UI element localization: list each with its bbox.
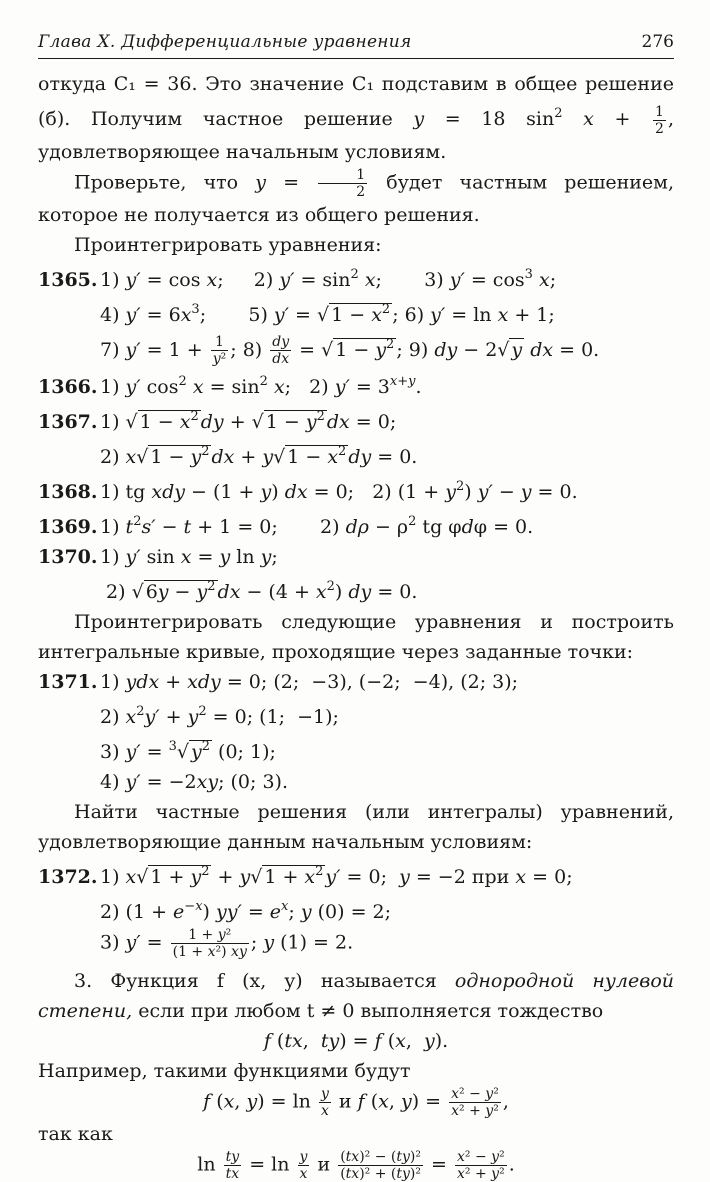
problem-1371: 1371. 1) ydx + xdy = 0; (2; −3), (−2; −4), (2; 3); 2) $x^2y' + y^2 = 0$; (1; −1); 3) y′ = $^3$√ $y^2$ (0; 1); 4) y′ = −2xy; (0; 3). [38, 671, 519, 793]
since-paragraph: так как [38, 1123, 113, 1145]
page [38, 28, 674, 1182]
check-paragraph: Проверьте, что y = $\frac{1}{2}$ будет частным решением, которое не получается из общего решения. [38, 166, 674, 226]
since-formula: ln $\frac{ty}{tx}$ = ln $\frac{y}{x}$ и $\frac{\text{(tx)² − (ty)²}}{\text{(tx)² + (ty)²}}$ = $\frac{\text{x² − y²}}{\text{x² + y²}}$ . [197, 1149, 515, 1182]
problem-1365: 1365. 1) y′ = cos x; 2) $y' = \sin^2 x$; 3) $y' = \cos^3 x$; 4) $y' = 6x^3$; 5) y′ = √ $1 - x^2$ ; 6) y′ = ln x + 1; 7) y′ = 1 + $\frac{1}{\text{y²}}$ ; 8) $\frac{dy}{dx}$ = √ $1 - y^2$ ; 9) dy − 2√ y dx = 0. [38, 266, 600, 367]
task-integrate: Проинтегрировать уравнения: [74, 233, 382, 256]
problem-1370: 1370. 1) y′ sin x = y ln y; 2) √ $6y - y^2$ dx − $(4 + x^2)$ dy = 0. [38, 546, 418, 603]
intro-paragraph: откуда C₁ = 36. Это значение C₁ подставим в общее решение (б). Получим частное решение y = 18 $\sin^2 x$ + $\frac{1}{2}$ , удовлетворяющее начальным условиям. [38, 73, 675, 163]
problem-1367: 1367. 1) √ $1 - x^2$ dy + √ $1 - y^2$ dx = 0; 2) x√ $1 - y^2$ dx + y√ $1 - x^2$ dy = 0. [38, 409, 418, 468]
chapter-title: Глава X. Дифференциальные уравнения [38, 32, 412, 52]
example-paragraph: Например, такими функциями будут [38, 1060, 411, 1082]
task-integral-curves: Проинтегрировать следующие уравнения и построить интегральные кривые, проходящие через заданные точки: [38, 611, 674, 663]
problem-1366: 1366. 1) y′ $\cos^2 x = \sin^2 x$; 2) $y' = 3^{x+y}$. [38, 374, 422, 398]
running-header [38, 28, 674, 59]
task-particular-solutions: Найти частные решения (или интегралы) уравнений, удовлетворяющие данным начальным условиям: [38, 801, 674, 853]
problem-1372: 1372. 1) x√ $1 + y^2 + y√$ $1 + x^2$ y′ = 0; y = −2 при x = 0; 2) $(1 + e^{-x})$ $yy' = e^x$; y (0) = 2; 3) y′ = $\frac{\text{1 + y²}}{\text{(1 + x²) xy}}$ ; y (1) = 2. [38, 864, 573, 960]
page-number: 276 [641, 32, 674, 52]
problem-1369: 1369. 1) $t^2s' - t + 1 = 0$; 2) $d\rho - \rho^2$ tg φdφ = 0. [38, 514, 534, 538]
problem-1368: 1368. 1) tg xdy − (1 + y) dx = 0; 2) $(1 + y^2)$ y′ − y = 0. [38, 479, 578, 503]
example-formula: f (x, y) = ln $\frac{y}{x}$ и f (x, y) = $\frac{\text{x² − y²}}{\text{x² + y²}}$ , [203, 1086, 509, 1119]
definition-paragraph: 3. Функция f (x, y) называется однородной нулевой степени, если при любом t ≠ 0 выполняется тождество [38, 970, 675, 1022]
identity-formula: f (tx, ty) = f (x, y). [263, 1030, 449, 1052]
